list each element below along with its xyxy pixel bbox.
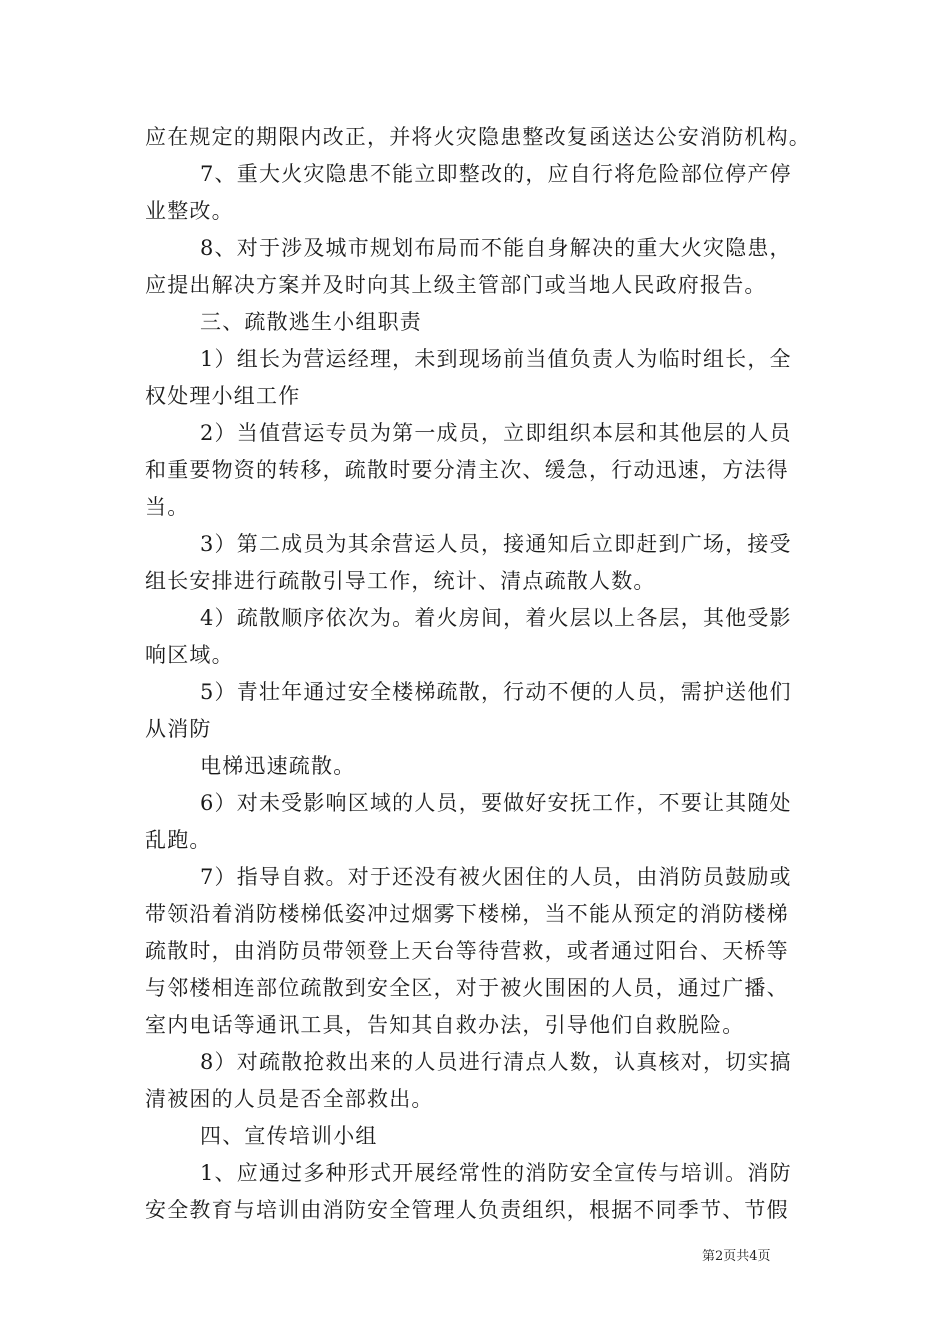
body-line: 清被困的人员是否全部救出。	[145, 1087, 434, 1111]
body-line: 1、应通过多种形式开展经常性的消防安全宣传与培训。消防	[200, 1161, 792, 1185]
body-line: 室内电话等通讯工具，告知其自救办法，引导他们自救脱险。	[145, 1013, 745, 1037]
body-line: 5）青壮年通过安全楼梯疏散，行动不便的人员，需护送他们	[200, 680, 792, 704]
body-line: 电梯迅速疏散。	[200, 754, 356, 778]
body-line: 组长安排进行疏散引导工作，统计、清点疏散人数。	[145, 569, 656, 593]
section-heading: 三、疏散逃生小组职责	[200, 310, 422, 334]
body-line: 应在规定的期限内改正，并将火灾隐患整改复函送达公安消防机构。	[145, 125, 811, 149]
body-line: 和重要物资的转移，疏散时要分清主次、缓急，行动迅速，方法得	[145, 458, 789, 482]
body-line: 8）对疏散抢救出来的人员进行清点人数，认真核对，切实搞	[200, 1050, 792, 1074]
body-line: 1）组长为营运经理，未到现场前当值负责人为临时组长，全	[200, 347, 792, 371]
body-line: 7）指导自救。对于还没有被火困住的人员，由消防员鼓励或	[200, 865, 792, 889]
body-line: 响区域。	[145, 643, 234, 667]
body-line: 乱跑。	[145, 828, 212, 852]
body-line: 安全教育与培训由消防安全管理人负责组织，根据不同季节、节假	[145, 1198, 789, 1222]
page-number-footer	[702, 1248, 771, 1266]
body-line: 7、重大火灾隐患不能立即整改的，应自行将危险部位停产停	[200, 162, 792, 186]
body-line: 与邻楼相连部位疏散到安全区，对于被火围困的人员，通过广播、	[145, 976, 789, 1000]
body-line: 8、对于涉及城市规划布局而不能自身解决的重大火灾隐患，	[200, 236, 792, 260]
body-line: 当。	[145, 495, 190, 519]
body-line: 6）对未受影响区域的人员，要做好安抚工作，不要让其随处	[200, 791, 792, 815]
page-number-label: 第2页共4页	[702, 1249, 771, 1264]
body-line: 4）疏散顺序依次为。着火房间，着火层以上各层，其他受影	[200, 606, 792, 630]
body-line: 权处理小组工作	[145, 384, 301, 408]
body-line: 3）第二成员为其余营运人员，接通知后立即赶到广场，接受	[200, 532, 792, 556]
section-heading: 四、宣传培训小组	[200, 1124, 378, 1148]
body-line: 疏散时，由消防员带领登上天台等待营救，或者通过阳台、天桥等	[145, 939, 789, 963]
body-line: 从消防	[145, 717, 212, 741]
body-line: 业整改。	[145, 199, 234, 223]
body-line: 2）当值营运专员为第一成员，立即组织本层和其他层的人员	[200, 421, 792, 445]
body-line: 应提出解决方案并及时向其上级主管部门或当地人民政府报告。	[145, 273, 767, 297]
body-line: 带领沿着消防楼梯低姿冲过烟雾下楼梯，当不能从预定的消防楼梯	[145, 902, 789, 926]
